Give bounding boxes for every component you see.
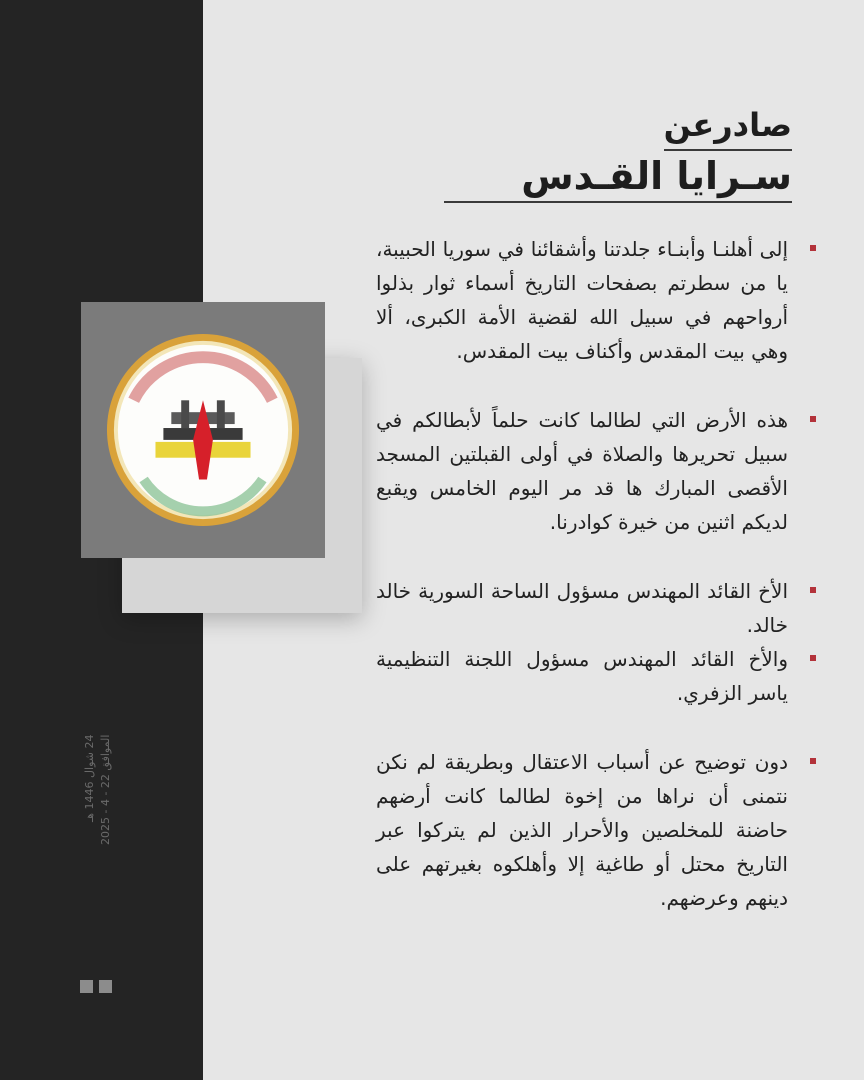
- statement-body: [376, 232, 818, 915]
- date-block: [82, 735, 126, 875]
- emblem-icon: [104, 331, 302, 529]
- bullet-icon: [810, 245, 816, 251]
- date-hijri: 24 شوال 1446 هـ: [83, 735, 96, 823]
- paragraph-text: إلى أهلنـا وأبنـاء جلدتنا وأشقائنا في سوريا الحبيبة، يا من سطرتم بصفحات التاريخ أسماء ثوار بذلوا أرواحهم في سبيل الله لقضية الأمة الكبرى، ألا وهي بيت المقدس وأكناف بيت المقدس.: [376, 237, 788, 363]
- paragraph-text: الأخ القائد المهندس مسؤول الساحة السورية خالد خالد.: [376, 579, 788, 637]
- paragraph-4: [376, 642, 818, 710]
- bullet-icon: [810, 587, 816, 593]
- bullet-icon: [810, 655, 816, 661]
- paragraph-5: [376, 745, 818, 915]
- paragraph-1: [376, 232, 818, 368]
- issued-from-label: صادرعن: [664, 104, 792, 151]
- organization-name: سـرايا القـدس: [444, 153, 792, 203]
- header: [432, 104, 792, 203]
- paragraph-2: [376, 403, 818, 539]
- paragraph-3: [376, 574, 818, 642]
- logo-box: [81, 302, 325, 558]
- bullet-icon: [810, 758, 816, 764]
- pager-squares-icon: [80, 980, 112, 993]
- paragraph-text: هذه الأرض التي لطالما كانت حلماً لأبطالكم في سبيل تحريرها والصلاة في أولى القبلتين المسجد الأقصى المبارك ها قد مر اليوم الخامس ويقبع لديكم اثنين من خيرة كوادرنا.: [376, 408, 788, 534]
- square-icon: [99, 980, 112, 993]
- paragraph-text: دون توضيح عن أسباب الاعتقال وبطريقة لم نكن نتمنى أن نراها من إخوة لطالما كانت أرضهم حاضنة للمخلصين والأحرار الذين لم يتركوا عبر التاريخ محتل أو طاغية إلا وأهلكوه بغيرتهم على دينهم وعرضهم.: [376, 750, 788, 910]
- square-icon: [80, 980, 93, 993]
- paragraph-text: والأخ القائد المهندس مسؤول اللجنة التنظيمية ياسر الزفري.: [376, 647, 788, 705]
- bullet-icon: [810, 416, 816, 422]
- date-gregorian: الموافق 22 - 4 - 2025: [99, 735, 112, 846]
